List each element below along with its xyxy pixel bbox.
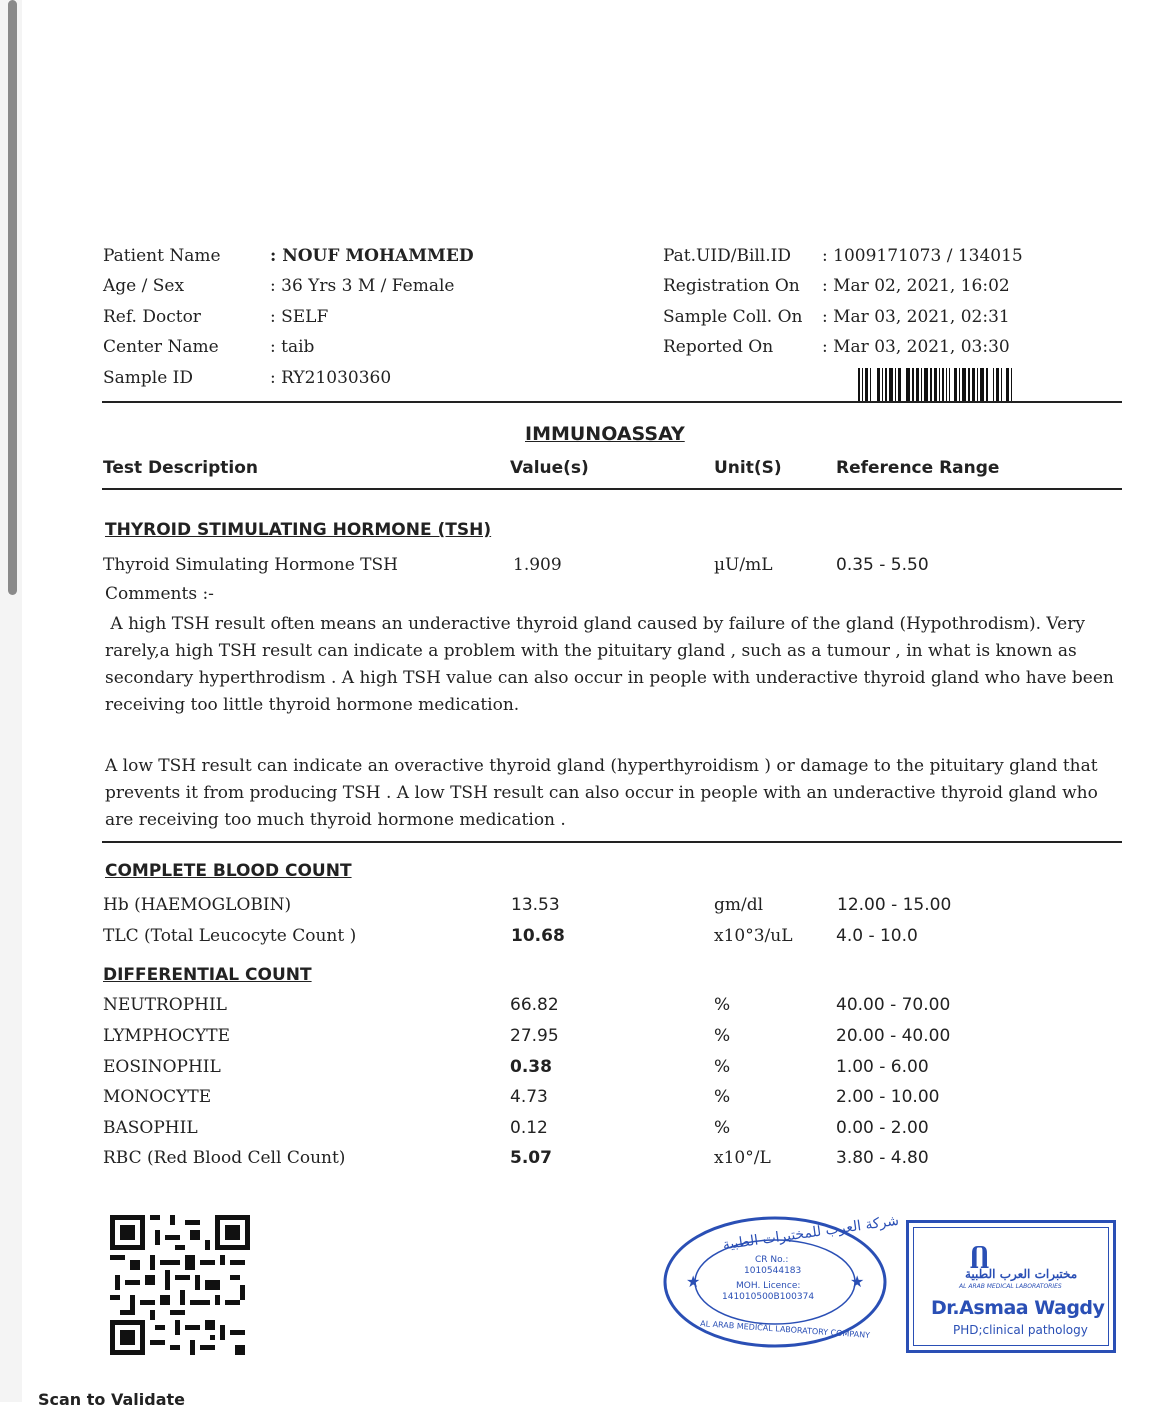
sample-coll-label: Sample Coll. On <box>663 307 803 327</box>
col-value: Value(s) <box>510 458 589 478</box>
test-value: 66.82 <box>510 995 559 1015</box>
test-name: Hb (HAEMOGLOBIN) <box>103 895 292 915</box>
stamp-arabic-name: شركة العرب للمختبرات الطبية <box>721 1212 900 1254</box>
stamp-doctor-title: PHD;clinical pathology <box>953 1323 1088 1337</box>
test-unit: µU/mL <box>714 555 773 575</box>
comment-paragraph-1: A high TSH result often means an underactive thyroid gland caused by failure of the gland (Hypothrodism). Very rarely,a high TSH result can indicate a problem with the pituitary gland , such as a tumour , in what is known as secondary hyperthrodism . A high TSH value can also occur in people with underactive thyroid gland who have been receiving too little thyroid hormone medication. <box>105 614 1120 715</box>
test-unit: % <box>714 995 731 1015</box>
divider-columns <box>102 488 1122 490</box>
ref-doctor-label: Ref. Doctor <box>103 307 201 327</box>
scrollbar-thumb[interactable] <box>8 0 17 595</box>
test-value: 1.909 <box>513 555 562 575</box>
test-value-flagged: 0.38 <box>510 1057 552 1077</box>
test-value-flagged: 10.68 <box>511 926 565 946</box>
test-unit: gm/dl <box>714 895 764 915</box>
lab-logo-icon: Ⴖ <box>969 1245 991 1275</box>
col-test-description: Test Description <box>103 458 258 478</box>
stamp-moh-number: 141010500B100374 <box>722 1292 815 1302</box>
center-name-value: : taib <box>270 337 315 357</box>
stamp-english-name: AL ARAB MEDICAL LABORATORY COMPANY <box>699 1319 871 1340</box>
department-title: IMMUNOASSAY <box>525 423 685 445</box>
stamp-cr-number: 1010544183 <box>744 1266 802 1276</box>
comments-label: Comments :- <box>105 584 214 604</box>
test-unit: % <box>714 1057 731 1077</box>
test-value: 27.95 <box>510 1026 559 1046</box>
stamp-lab-english: AL ARAB MEDICAL LABORATORIES <box>959 1283 1062 1290</box>
stamp-lab-arabic: مختبرات العرب الطبية <box>965 1267 1078 1281</box>
test-name: RBC (Red Blood Cell Count) <box>103 1148 346 1168</box>
comment-paragraph-2: A low TSH result can indicate an overactive thyroid gland (hyperthyroidism ) or damage to the pituitary gland that prevents it from producing TSH . A low TSH result can also occur in people with an underactive thyroid gland who are receiving too much thyroid hormone medication . <box>105 756 1098 830</box>
test-range: 20.00 - 40.00 <box>836 1026 951 1046</box>
test-unit: x10°/L <box>714 1148 771 1168</box>
test-range: 12.00 - 15.00 <box>837 895 952 915</box>
test-unit: % <box>714 1087 731 1107</box>
doctor-stamp <box>906 1220 1116 1353</box>
test-name: LYMPHOCYTE <box>103 1026 231 1046</box>
reported-label: Reported On <box>663 337 774 357</box>
test-range: 0.35 - 5.50 <box>836 555 929 575</box>
uid-bill-label: Pat.UID/Bill.ID <box>663 246 791 266</box>
qr-code[interactable] <box>110 1215 250 1355</box>
test-range: 40.00 - 70.00 <box>836 995 951 1015</box>
test-range: 4.0 - 10.0 <box>836 926 918 946</box>
patient-name-value: : NOUF MOHAMMED <box>270 246 474 266</box>
uid-bill-value: : 1009171073 / 134015 <box>822 246 1023 266</box>
stamp-cr-label: CR No.: <box>755 1255 789 1265</box>
test-unit: % <box>714 1026 731 1046</box>
test-name: TLC (Total Leucocyte Count ) <box>103 926 357 946</box>
test-value: 13.53 <box>511 895 560 915</box>
test-name: Thyroid Simulating Hormone TSH <box>103 555 398 575</box>
test-range: 3.80 - 4.80 <box>836 1148 929 1168</box>
test-unit: x10°3/uL <box>714 926 793 946</box>
test-value-flagged: 5.07 <box>510 1148 552 1168</box>
test-value: 0.12 <box>510 1118 548 1138</box>
cbc-section-title: COMPLETE BLOOD COUNT <box>105 861 352 881</box>
test-unit: % <box>714 1118 731 1138</box>
divider-header <box>102 401 1122 403</box>
ref-doctor-value: : SELF <box>270 307 329 327</box>
test-value: 4.73 <box>510 1087 548 1107</box>
reported-value: : Mar 03, 2021, 03:30 <box>822 337 1010 357</box>
tsh-section-title: THYROID STIMULATING HORMONE (TSH) <box>105 520 492 540</box>
scrollbar-track[interactable] <box>0 0 22 1402</box>
barcode <box>858 368 1080 402</box>
differential-section-title: DIFFERENTIAL COUNT <box>103 965 312 985</box>
registration-value: : Mar 02, 2021, 16:02 <box>822 276 1010 296</box>
col-unit: Unit(S) <box>714 458 782 478</box>
divider-comments <box>102 841 1122 843</box>
test-range: 2.00 - 10.00 <box>836 1087 940 1107</box>
col-reference-range: Reference Range <box>836 458 1000 478</box>
scan-to-validate: Scan to Validate <box>38 1390 185 1409</box>
svg-text:★: ★ <box>850 1272 865 1291</box>
stamp-doctor-name: Dr.Asmaa Wagdy <box>931 1297 1105 1319</box>
sample-id-value: : RY21030360 <box>270 368 392 388</box>
test-name: MONOCYTE <box>103 1087 212 1107</box>
test-name: BASOPHIL <box>103 1118 198 1138</box>
age-sex-label: Age / Sex <box>103 276 185 296</box>
company-stamp <box>660 1212 900 1350</box>
age-sex-value: : 36 Yrs 3 M / Female <box>270 276 455 296</box>
patient-name-label: Patient Name <box>103 246 221 266</box>
sample-id-label: Sample ID <box>103 368 194 388</box>
test-name: NEUTROPHIL <box>103 995 227 1015</box>
test-range: 1.00 - 6.00 <box>836 1057 929 1077</box>
test-name: EOSINOPHIL <box>103 1057 221 1077</box>
stamp-moh-label: MOH. Licence: <box>736 1281 801 1291</box>
center-name-label: Center Name <box>103 337 219 357</box>
registration-label: Registration On <box>663 276 800 296</box>
test-range: 0.00 - 2.00 <box>836 1118 929 1138</box>
sample-coll-value: : Mar 03, 2021, 02:31 <box>822 307 1010 327</box>
svg-text:★: ★ <box>686 1272 701 1291</box>
